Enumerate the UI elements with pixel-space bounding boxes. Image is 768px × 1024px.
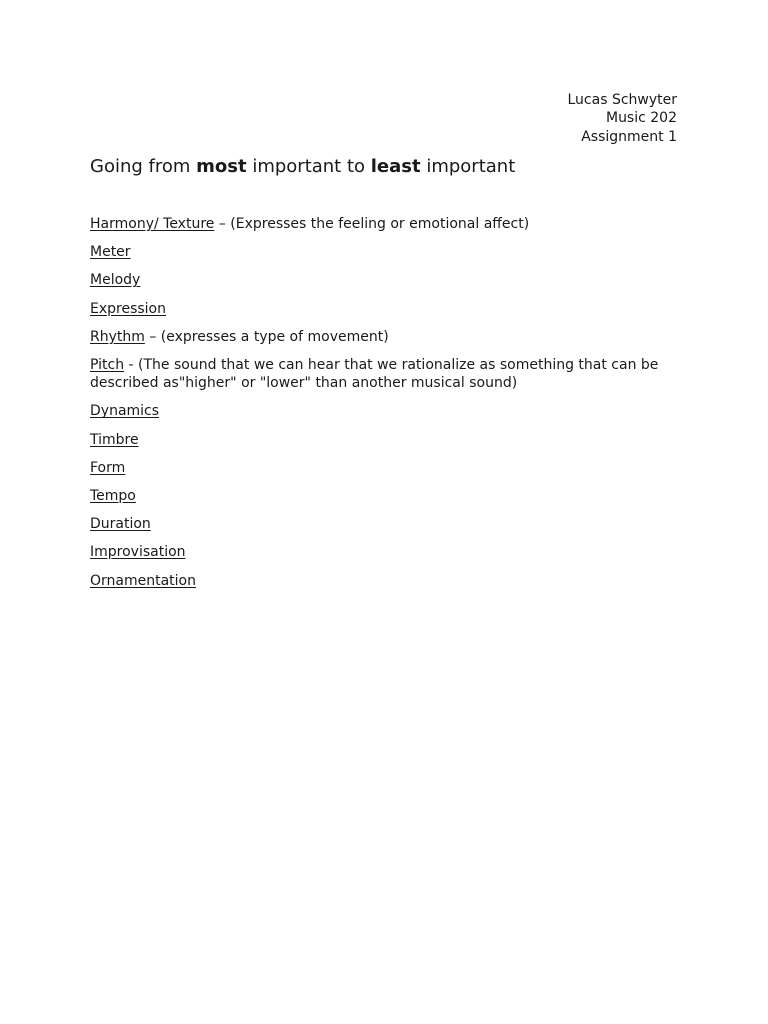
- list-item: [90, 487, 690, 505]
- list-item: [90, 356, 690, 393]
- list-item: [90, 300, 690, 318]
- item-term: Pitch: [90, 356, 125, 373]
- author-info-block: [568, 91, 678, 146]
- ranked-elements-list: [90, 215, 690, 600]
- heading-text-2: important to: [246, 156, 371, 177]
- list-item: [90, 215, 690, 233]
- list-item: [90, 572, 690, 590]
- page-heading: [90, 155, 515, 179]
- item-description: – (expresses a type of movement): [144, 328, 389, 345]
- course-name: Music 202: [605, 110, 677, 127]
- heading-text-3: important: [420, 156, 516, 177]
- item-term: Dynamics: [90, 403, 160, 420]
- assignment-title: Assignment 1: [581, 128, 677, 145]
- list-item: [90, 515, 690, 533]
- heading-text-1: Going from: [90, 156, 197, 177]
- item-term: Tempo: [90, 487, 136, 504]
- item-term: Form: [90, 459, 126, 476]
- list-item: [90, 402, 690, 420]
- author-name: Lucas Schwyter: [567, 92, 677, 108]
- list-item: [90, 243, 690, 261]
- list-item: [90, 271, 690, 289]
- item-term: Harmony/ Texture: [90, 216, 215, 232]
- list-item: [90, 328, 690, 346]
- item-description: - (The sound that we can hear that we rationalize as something that can be described as"higher" or "lower" than another musical sound): [90, 356, 659, 392]
- list-item: [90, 459, 690, 477]
- item-term: Melody: [90, 272, 141, 289]
- heading-bold-most: most: [196, 156, 247, 177]
- item-term: Meter: [90, 244, 131, 261]
- item-term: Timbre: [90, 431, 139, 448]
- item-term: Improvisation: [90, 544, 186, 561]
- item-term: Rhythm: [90, 328, 145, 345]
- item-term: Duration: [90, 516, 151, 533]
- item-term: Expression: [90, 300, 166, 317]
- list-item: [90, 431, 690, 449]
- heading-bold-least: least: [370, 156, 421, 177]
- item-term: Ornamentation: [90, 572, 196, 589]
- item-description: – (Expresses the feeling or emotional affect): [214, 216, 530, 232]
- list-item: [90, 543, 690, 561]
